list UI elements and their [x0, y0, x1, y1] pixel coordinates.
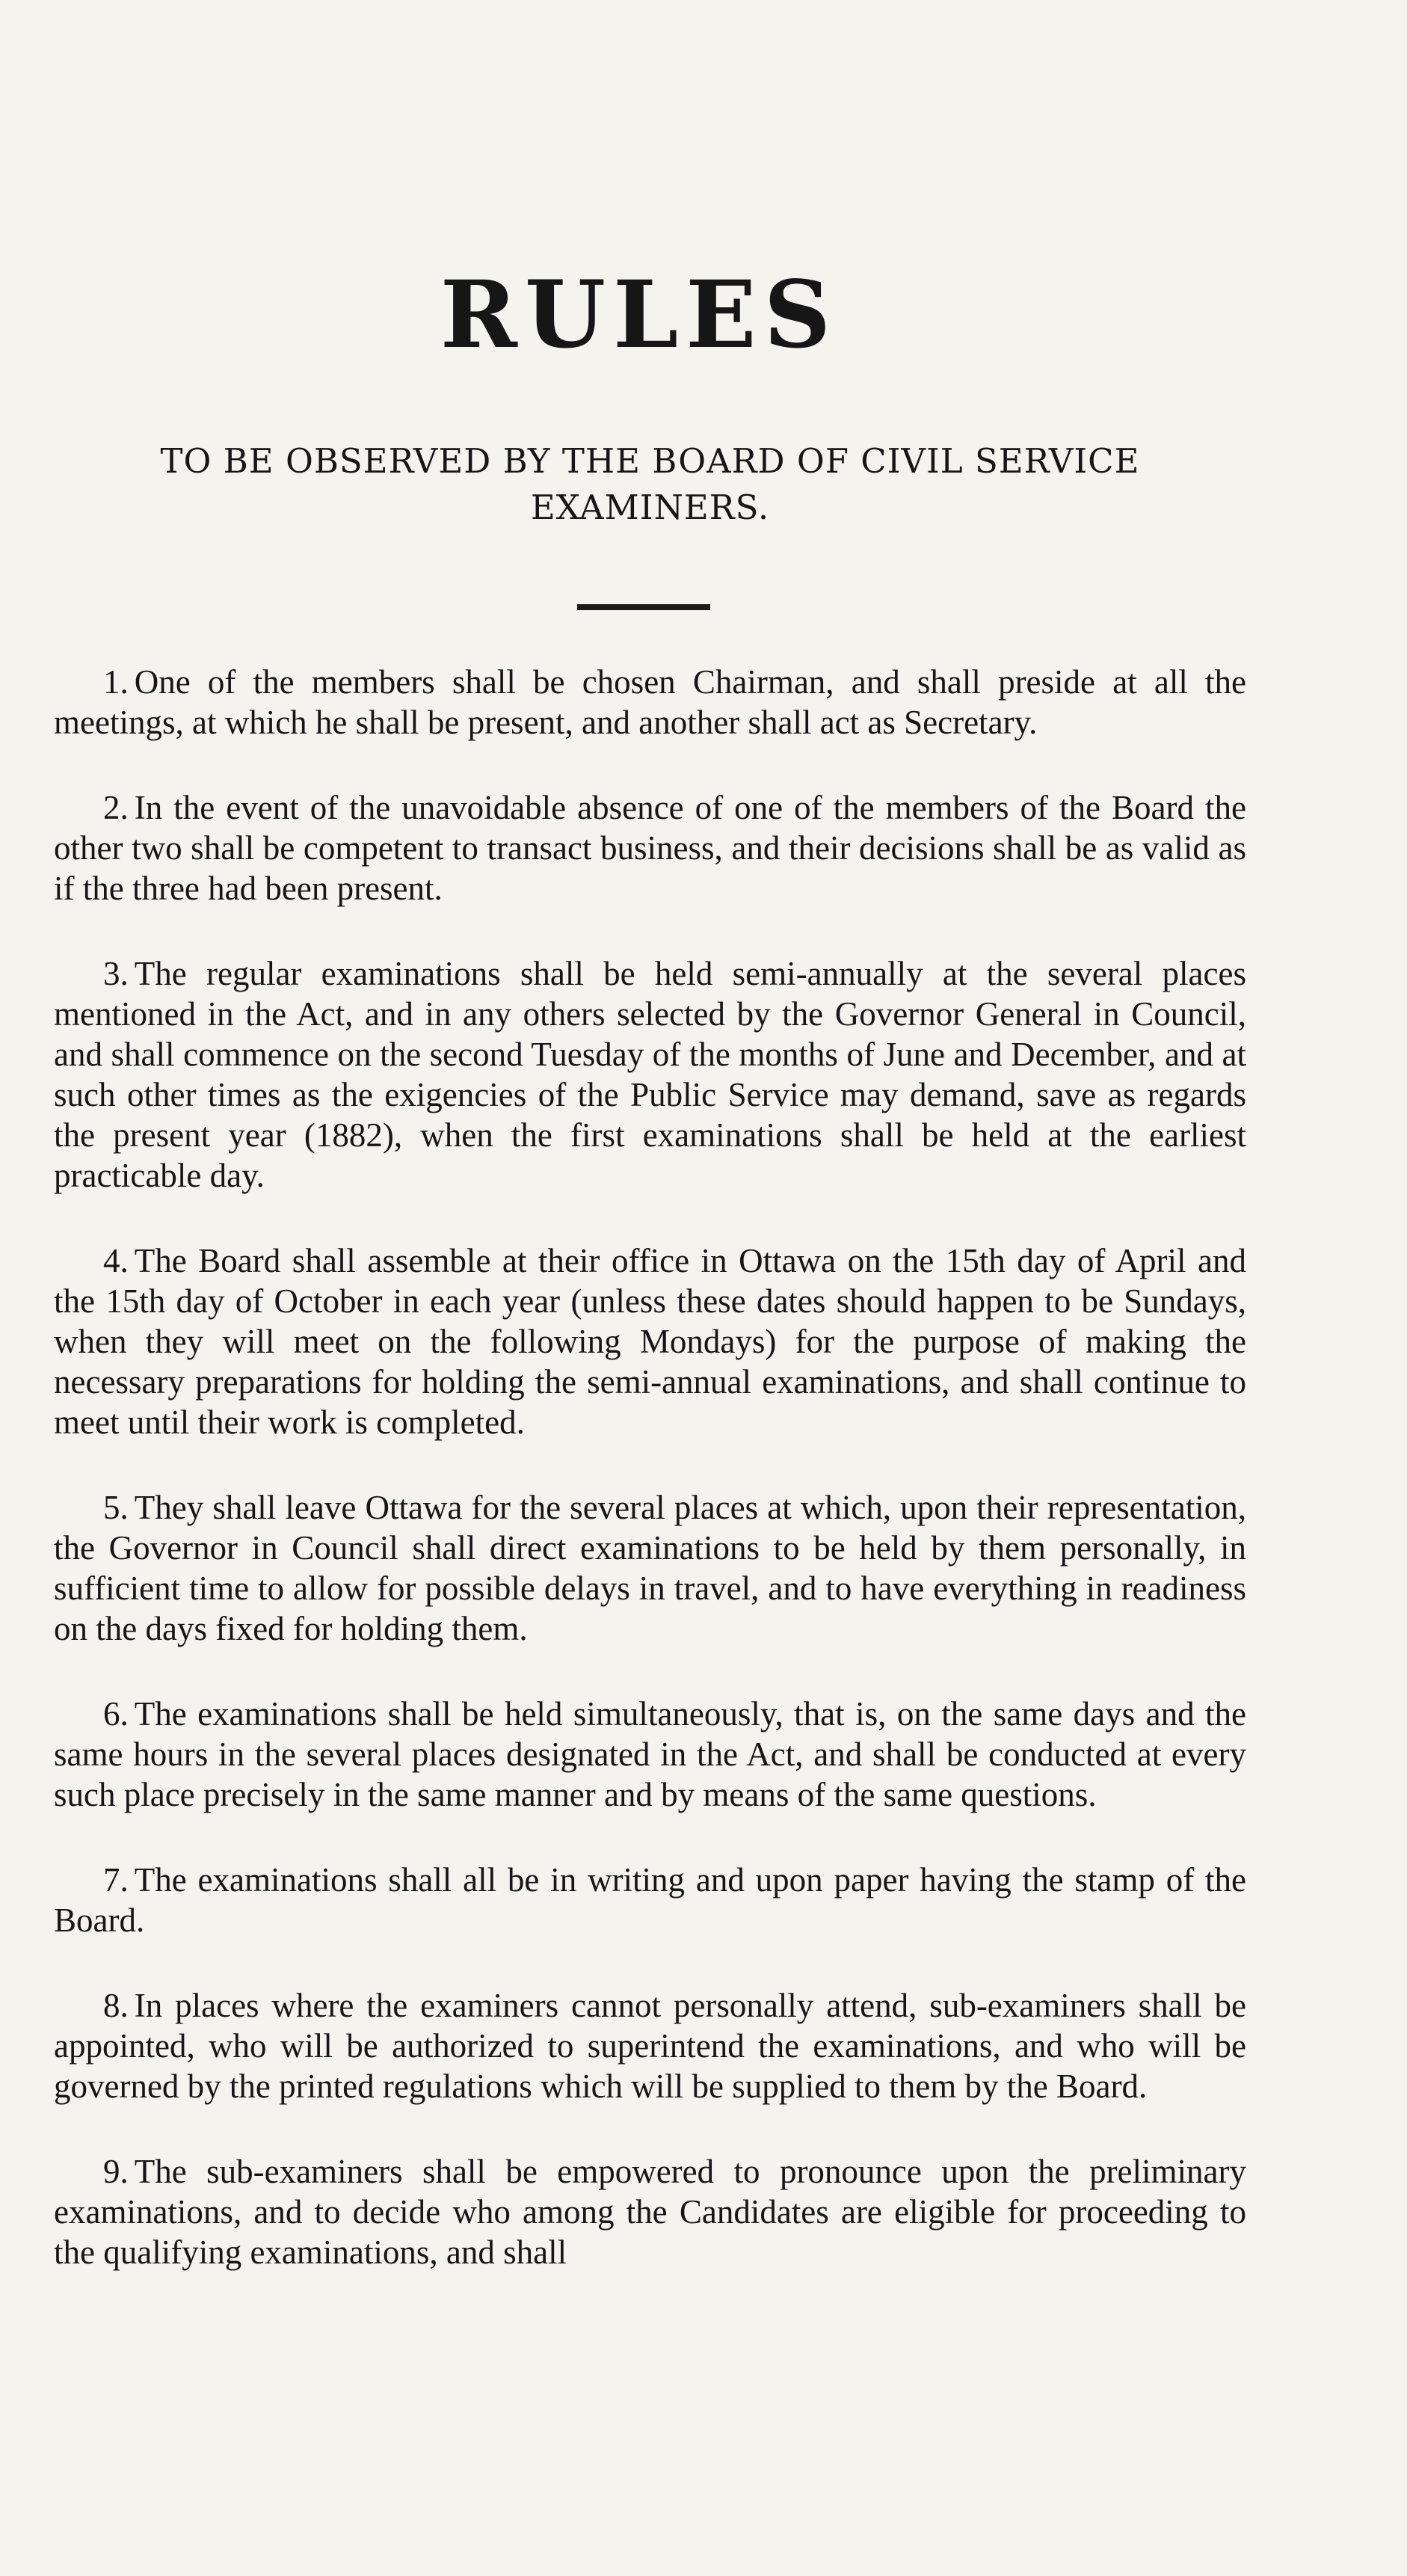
rule-paragraph	[54, 1694, 1246, 1815]
rule-paragraph	[54, 1487, 1246, 1649]
rule-paragraph	[54, 662, 1246, 743]
rule-text: The examinations shall all be in writing and upon paper having the stamp of the Board.	[54, 1861, 1246, 1939]
rule-paragraph	[54, 787, 1246, 909]
rule-number: 2.	[103, 789, 129, 826]
rule-paragraph	[54, 953, 1246, 1196]
rule-paragraph	[54, 1241, 1246, 1442]
rule-text: They shall leave Ottawa for the several places at which, upon their representation, the Governor in Council shall direct examinations to be held by them personally, in sufficient time to allow for possible delays in travel, and to have everything in readiness on the days fixed for holding them.	[54, 1489, 1246, 1647]
rule-text: The regular examinations shall be held semi-annually at the several places mentioned in the Act, and in any others selected by the Governor General in Council, and shall commence on the second Tuesday of the months of June and December, and at such other times as the exigencies of the Public Service may demand, save as regards the present year (1882), when the first examinations shall be held at the earliest practicable day.	[54, 955, 1246, 1194]
rule-number: 3.	[103, 955, 129, 992]
title-divider	[577, 604, 710, 610]
rules-body	[54, 662, 1246, 2317]
rule-paragraph	[54, 2151, 1246, 2272]
page-title: RULES	[440, 261, 839, 369]
rule-number: 5.	[103, 1489, 129, 1526]
rule-number: 9.	[103, 2153, 129, 2190]
rule-number: 7.	[103, 1861, 129, 1899]
page-subtitle: TO BE OBSERVED BY THE BOARD OF CIVIL SERVICE EXAMINERS.	[160, 441, 1140, 527]
rule-paragraph	[54, 1985, 1246, 2106]
rule-number: 6.	[103, 1695, 129, 1733]
rule-number: 8.	[103, 1987, 129, 2024]
rule-text: One of the members shall be chosen Chairman, and shall preside at all the meetings, at which he shall be present, and another shall act as Secretary.	[54, 663, 1246, 741]
rule-text: The Board shall assemble at their office in Ottawa on the 15th day of April and the 15th day of October in each year (unless these dates should happen to be Sundays, when they will meet on the following Mondays) for the purpose of making the necessary preparations for holding the semi-annual examinations, and shall continue to meet until their work is completed.	[54, 1242, 1246, 1441]
rule-paragraph	[54, 1860, 1246, 1940]
rule-text: In the event of the unavoidable absence of one of the members of the Board the other two shall be competent to transact business, and their decisions shall be as valid as if the three had been present.	[54, 789, 1246, 907]
rule-text: In places where the examiners cannot personally attend, sub-examiners shall be appointed, who will be authorized to superintend the examinations, and who will be governed by the printed regulations which will be supplied to them by the Board.	[54, 1987, 1246, 2105]
rule-number: 1.	[103, 663, 129, 701]
rule-number: 4.	[103, 1242, 129, 1279]
rule-text: The examinations shall be held simultaneously, that is, on the same days and the same hours in the several places designated in the Act, and shall be conducted at every such place precisely in the same manner and by means of the same questions.	[54, 1695, 1246, 1813]
rule-text: The sub-examiners shall be empowered to pronounce upon the preliminary examinations, and to decide who among the Candidates are eligible for proceeding to the qualifying examinations, and shall	[54, 2153, 1246, 2271]
